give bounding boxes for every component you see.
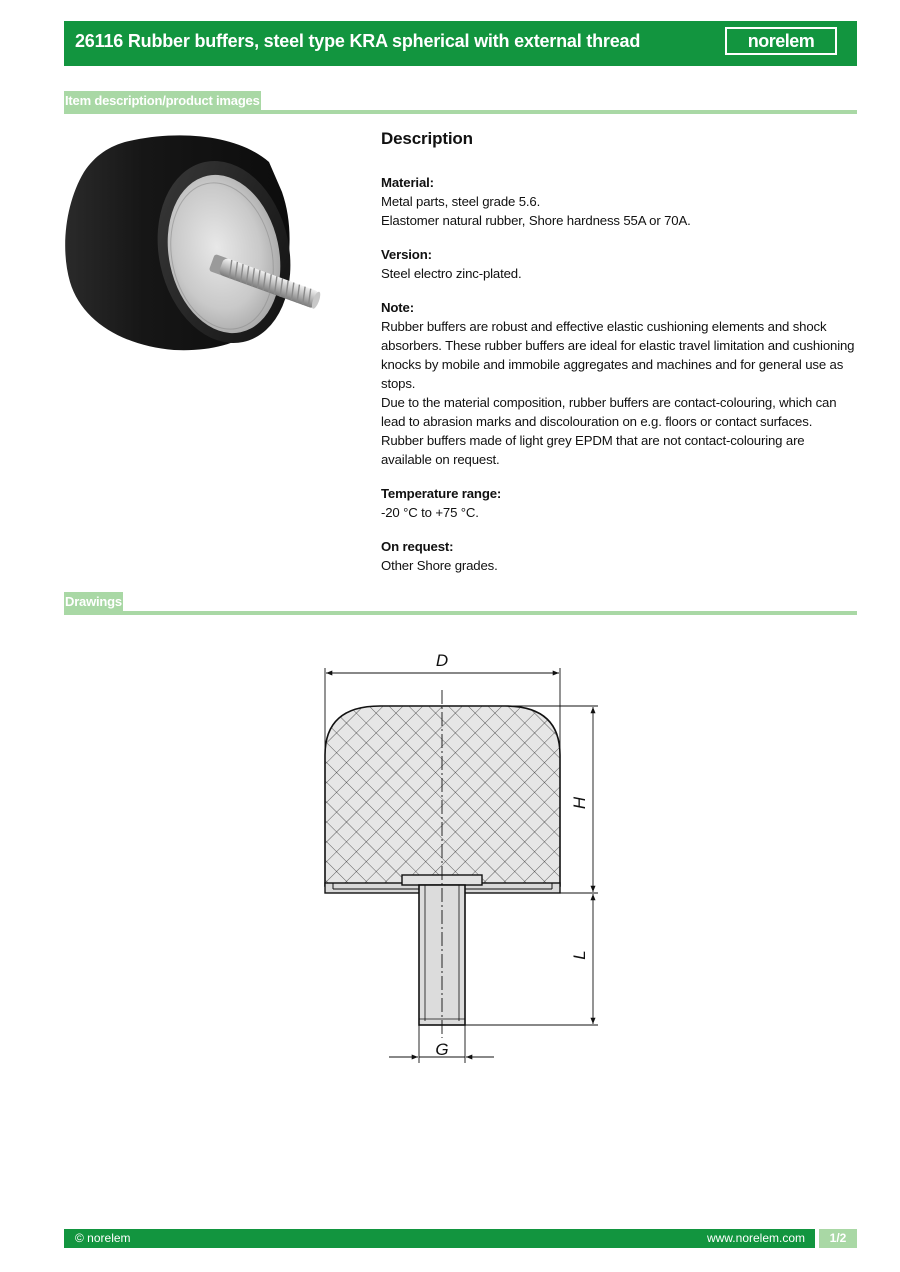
temperature-block xyxy=(381,484,857,522)
section-divider xyxy=(64,611,857,615)
version-block xyxy=(381,245,857,283)
note-label: Note: xyxy=(381,300,414,315)
on-request-block xyxy=(381,537,857,575)
version-line: Steel electro zinc-plated. xyxy=(381,266,522,281)
dimension-d-label: D xyxy=(435,651,449,670)
section-label-drawings: Drawings xyxy=(64,592,123,612)
material-line: Elastomer natural rubber, Shore hardness 55A or 70A. xyxy=(381,213,691,228)
version-label: Version: xyxy=(381,247,432,262)
note-paragraph: Rubber buffers are robust and effective elastic cushioning elements and shock absorbers. These rubber buffers are ideal for elastic travel limitation and cushioning knocks by mobile and immobile aggregates and machines and for general use as stops. xyxy=(381,319,855,391)
description-panel xyxy=(381,128,857,590)
dimension-g-label: G xyxy=(435,1040,449,1059)
material-label: Material: xyxy=(381,175,434,190)
material-line: Metal parts, steel grade 5.6. xyxy=(381,194,541,209)
norelem-logo[interactable]: norelem xyxy=(725,27,837,55)
description-title: Description xyxy=(381,129,473,148)
temperature-line: -20 °C to +75 °C. xyxy=(381,505,479,520)
page-title: 26116 Rubber buffers, steel type KRA spherical with external thread xyxy=(75,31,641,51)
product-image xyxy=(64,132,326,354)
website-link[interactable]: www.norelem.com xyxy=(706,1231,805,1245)
dimension-h-label: H xyxy=(570,796,589,810)
header-bar xyxy=(64,21,857,66)
on-request-line: Other Shore grades. xyxy=(381,558,498,573)
dimension-l-label: L xyxy=(570,950,589,960)
on-request-label: On request: xyxy=(381,539,454,554)
note-paragraph: Due to the material composition, rubber buffers are contact-colouring, which can lead to abrasion marks and discolouration on e.g. floors or contact surfaces. xyxy=(381,395,837,429)
footer-bar xyxy=(64,1229,857,1248)
note-paragraph: Rubber buffers made of light grey EPDM that are not contact-colouring are available on request. xyxy=(381,433,805,467)
material-block xyxy=(381,173,857,230)
page-number: 1/2 xyxy=(819,1229,857,1248)
copyright-text: © norelem xyxy=(75,1231,131,1245)
section-label-item-description: Item description/product images xyxy=(64,91,261,111)
note-block xyxy=(381,298,857,469)
technical-drawing xyxy=(310,645,610,1075)
temperature-label: Temperature range: xyxy=(381,486,502,501)
